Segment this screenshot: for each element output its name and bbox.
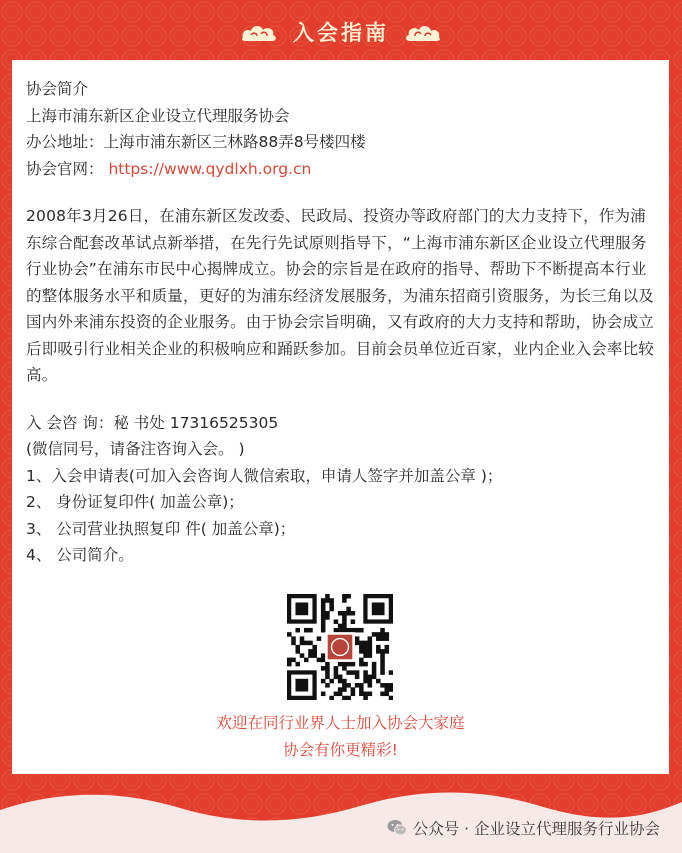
requirement-item: 3、 公司营业执照复印 件( 加盖公章)； xyxy=(26,519,296,538)
intro-heading: 协会简介 xyxy=(26,80,89,98)
website-line xyxy=(26,156,655,183)
address-line xyxy=(26,129,655,156)
requirement-item: 4、 公司简介。 xyxy=(26,546,134,564)
page-title: 入会指南 xyxy=(293,21,389,45)
requirement-item: 1、入会申请表(可加入会咨询人微信索取，申请人签字并加盖公章 )； xyxy=(26,466,503,485)
org-name: 上海市浦东新区企业设立代理服务协会 xyxy=(26,106,290,125)
footer-attribution xyxy=(387,815,660,841)
slogan-line-2: 协会有你更精彩! xyxy=(283,741,398,759)
qr-code-image xyxy=(287,594,393,700)
cloud-icon xyxy=(239,20,279,44)
consult-line: 入 会咨 询：秘 书处 17316525305 xyxy=(26,413,279,432)
requirement-item: 2、 身份证复印件( 加盖公章)； xyxy=(26,493,244,511)
address-value: 上海市浦东新区三林路88弄8号楼四楼 xyxy=(103,133,366,151)
website-label: 协会官网： xyxy=(26,159,104,178)
qr-code xyxy=(287,594,393,700)
footer-text: 公众号 · 企业设立代理服务行业协会 xyxy=(412,820,660,838)
consult-note: (微信同号，请备注咨询入会。 ) xyxy=(26,440,245,458)
slogan-line-1: 欢迎在同行业界人士加入协会大家庭 xyxy=(216,714,465,732)
website-link[interactable]: https://www.qydlxh.org.cn xyxy=(108,159,312,178)
body-paragraph: 2008年3月26日，在浦东新区发改委、民政局、投资办等政府部门的大力支持下，作为浦东综合配套改革试点新举措，在先行先试原则指导下，“上海市浦东新区企业设立代理服务行业协会”在浦东市民中心揭牌成立。协会的宗旨是在政府的指导、帮助下不断提高本行业的整体服务水平和质量，更好的为浦东经济发展服务，为浦东招商引资服务，为长三角以及国内外来浦东投资的企业服务。由于协会宗旨明确，又有政府的大力支持和帮助，协会成立后即吸引行业相关企业的积极响应和踊跃参加。目前会员单位近百家，业内企业入会率比较高。 xyxy=(26,207,655,384)
address-label: 办公地址： xyxy=(26,133,104,151)
header-banner xyxy=(0,12,682,52)
wechat-icon xyxy=(387,819,407,837)
cloud-icon xyxy=(403,20,443,44)
content-card xyxy=(12,60,669,774)
